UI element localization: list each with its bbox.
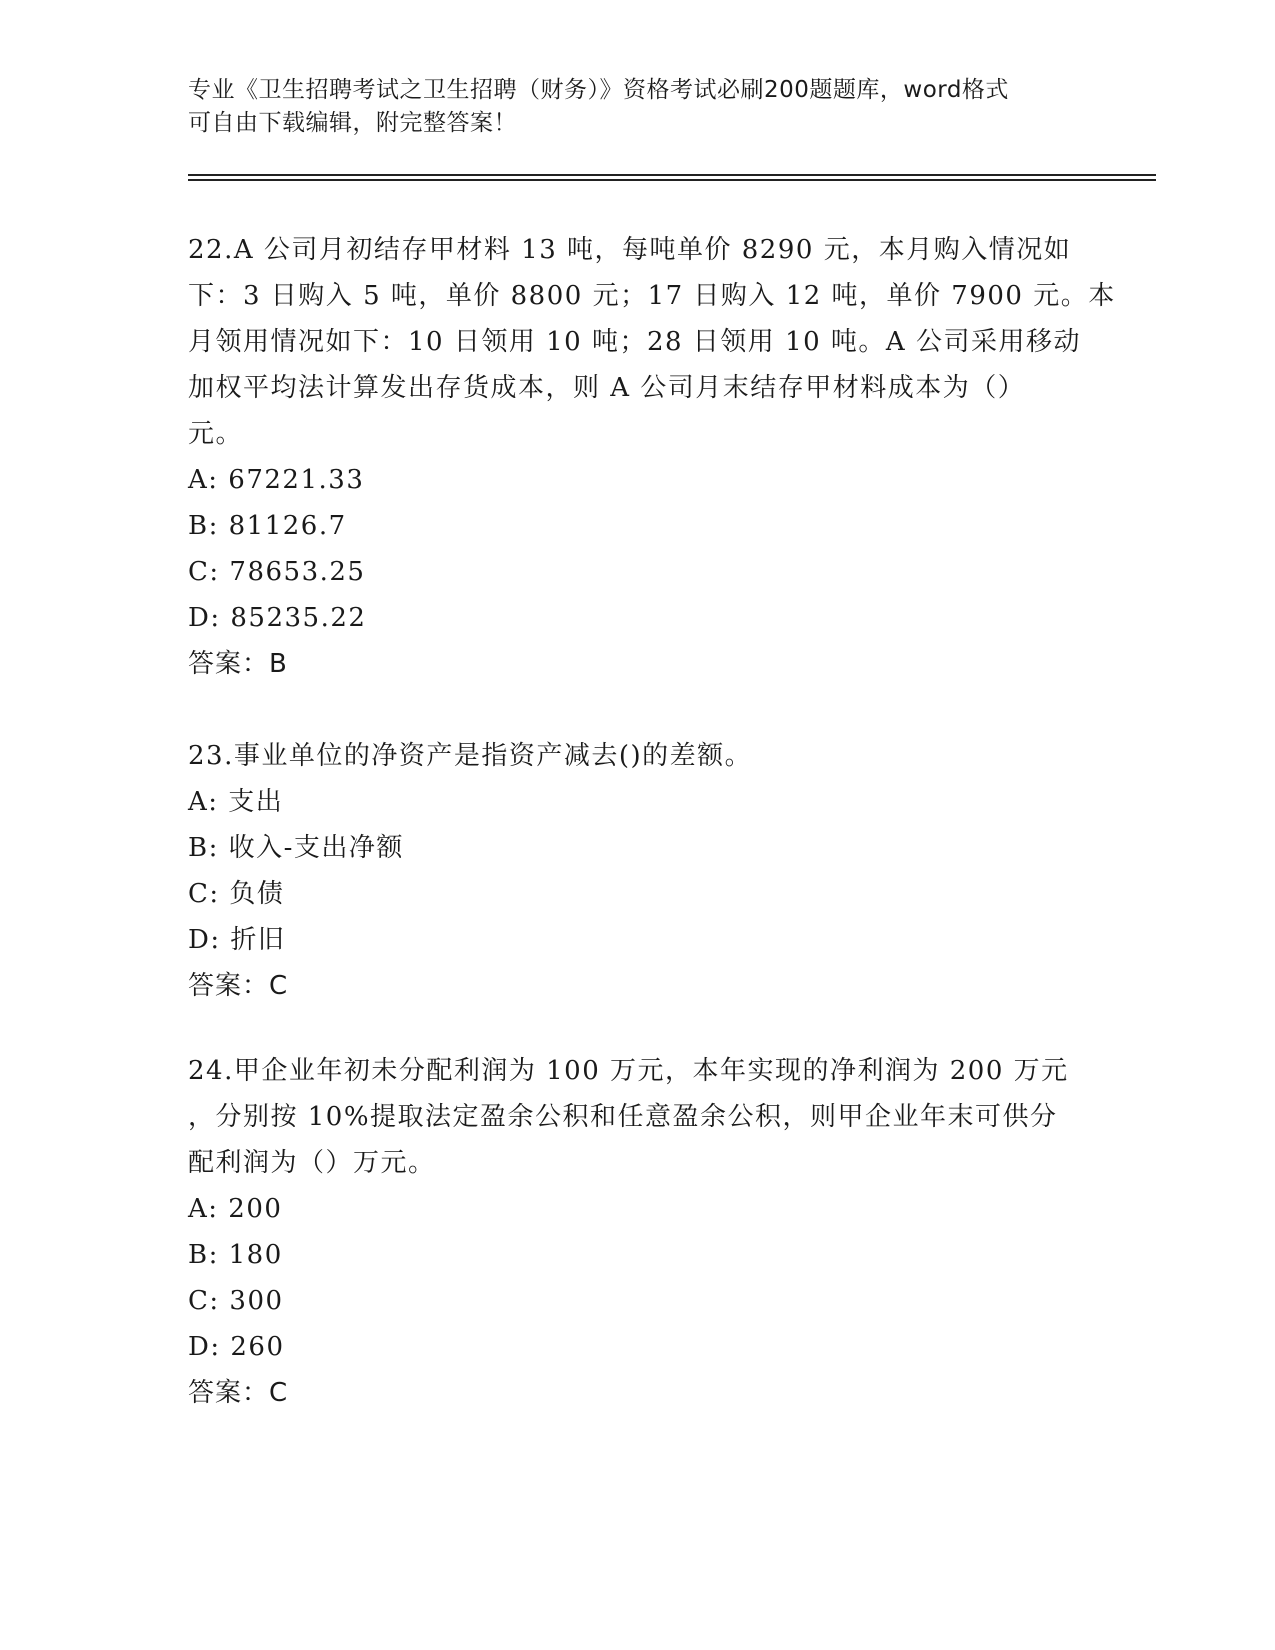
question-text-line: 元。 (188, 419, 244, 449)
question-text-line: 24.甲企业年初未分配利润为 100 万元，本年实现的净利润为 200 万元 (188, 1056, 1069, 1086)
answer-line: 答案：C (188, 971, 289, 1001)
option-a: A: 支出 (188, 787, 284, 817)
question-22 (188, 227, 1116, 687)
answer-line: 答案：B (188, 649, 288, 679)
answer-line: 答案：C (188, 1378, 289, 1408)
header-divider-bottom (188, 179, 1156, 181)
option-d: D: 85235.22 (188, 603, 367, 633)
question-24 (188, 1048, 1088, 1416)
question-text-line: 配利润为（）万元。 (188, 1148, 436, 1178)
option-d: D: 260 (188, 1332, 285, 1362)
question-text-line: 下：3 日购入 5 吨，单价 8800 元；17 日购入 12 吨，单价 7900 元。本 (188, 281, 1116, 311)
question-text-line: 23.事业单位的净资产是指资产减去()的差额。 (188, 741, 753, 771)
option-a: A: 67221.33 (188, 465, 365, 495)
option-a: A: 200 (188, 1194, 283, 1224)
option-c: C: 300 (188, 1286, 284, 1316)
document-header (188, 74, 1068, 140)
option-b: B: 81126.7 (188, 511, 347, 541)
option-b: B: 180 (188, 1240, 283, 1270)
header-title-line-1: 专业《卫生招聘考试之卫生招聘（财务）》资格考试必刷200题题库，word格式 (188, 77, 1009, 103)
question-text-line: ，分别按 10%提取法定盈余公积和任意盈余公积，则甲企业年末可供分 (188, 1102, 1058, 1132)
header-divider-top (188, 174, 1156, 176)
option-c: C: 78653.25 (188, 557, 366, 587)
question-text-line: 月领用情况如下：10 日领用 10 吨；28 日领用 10 吨。A 公司采用移动 (188, 327, 1081, 357)
option-d: D: 折旧 (188, 925, 286, 955)
question-text-line: 22.A 公司月初结存甲材料 13 吨，每吨单价 8290 元，本月购入情况如 (188, 235, 1072, 265)
question-23 (188, 733, 1088, 1009)
option-c: C: 负债 (188, 879, 285, 909)
question-text-line: 加权平均法计算发出存货成本，则 A 公司月末结存甲材料成本为（） (188, 373, 1026, 403)
option-b: B: 收入-支出净额 (188, 833, 404, 863)
header-title-line-2: 可自由下载编辑，附完整答案！ (188, 110, 517, 136)
